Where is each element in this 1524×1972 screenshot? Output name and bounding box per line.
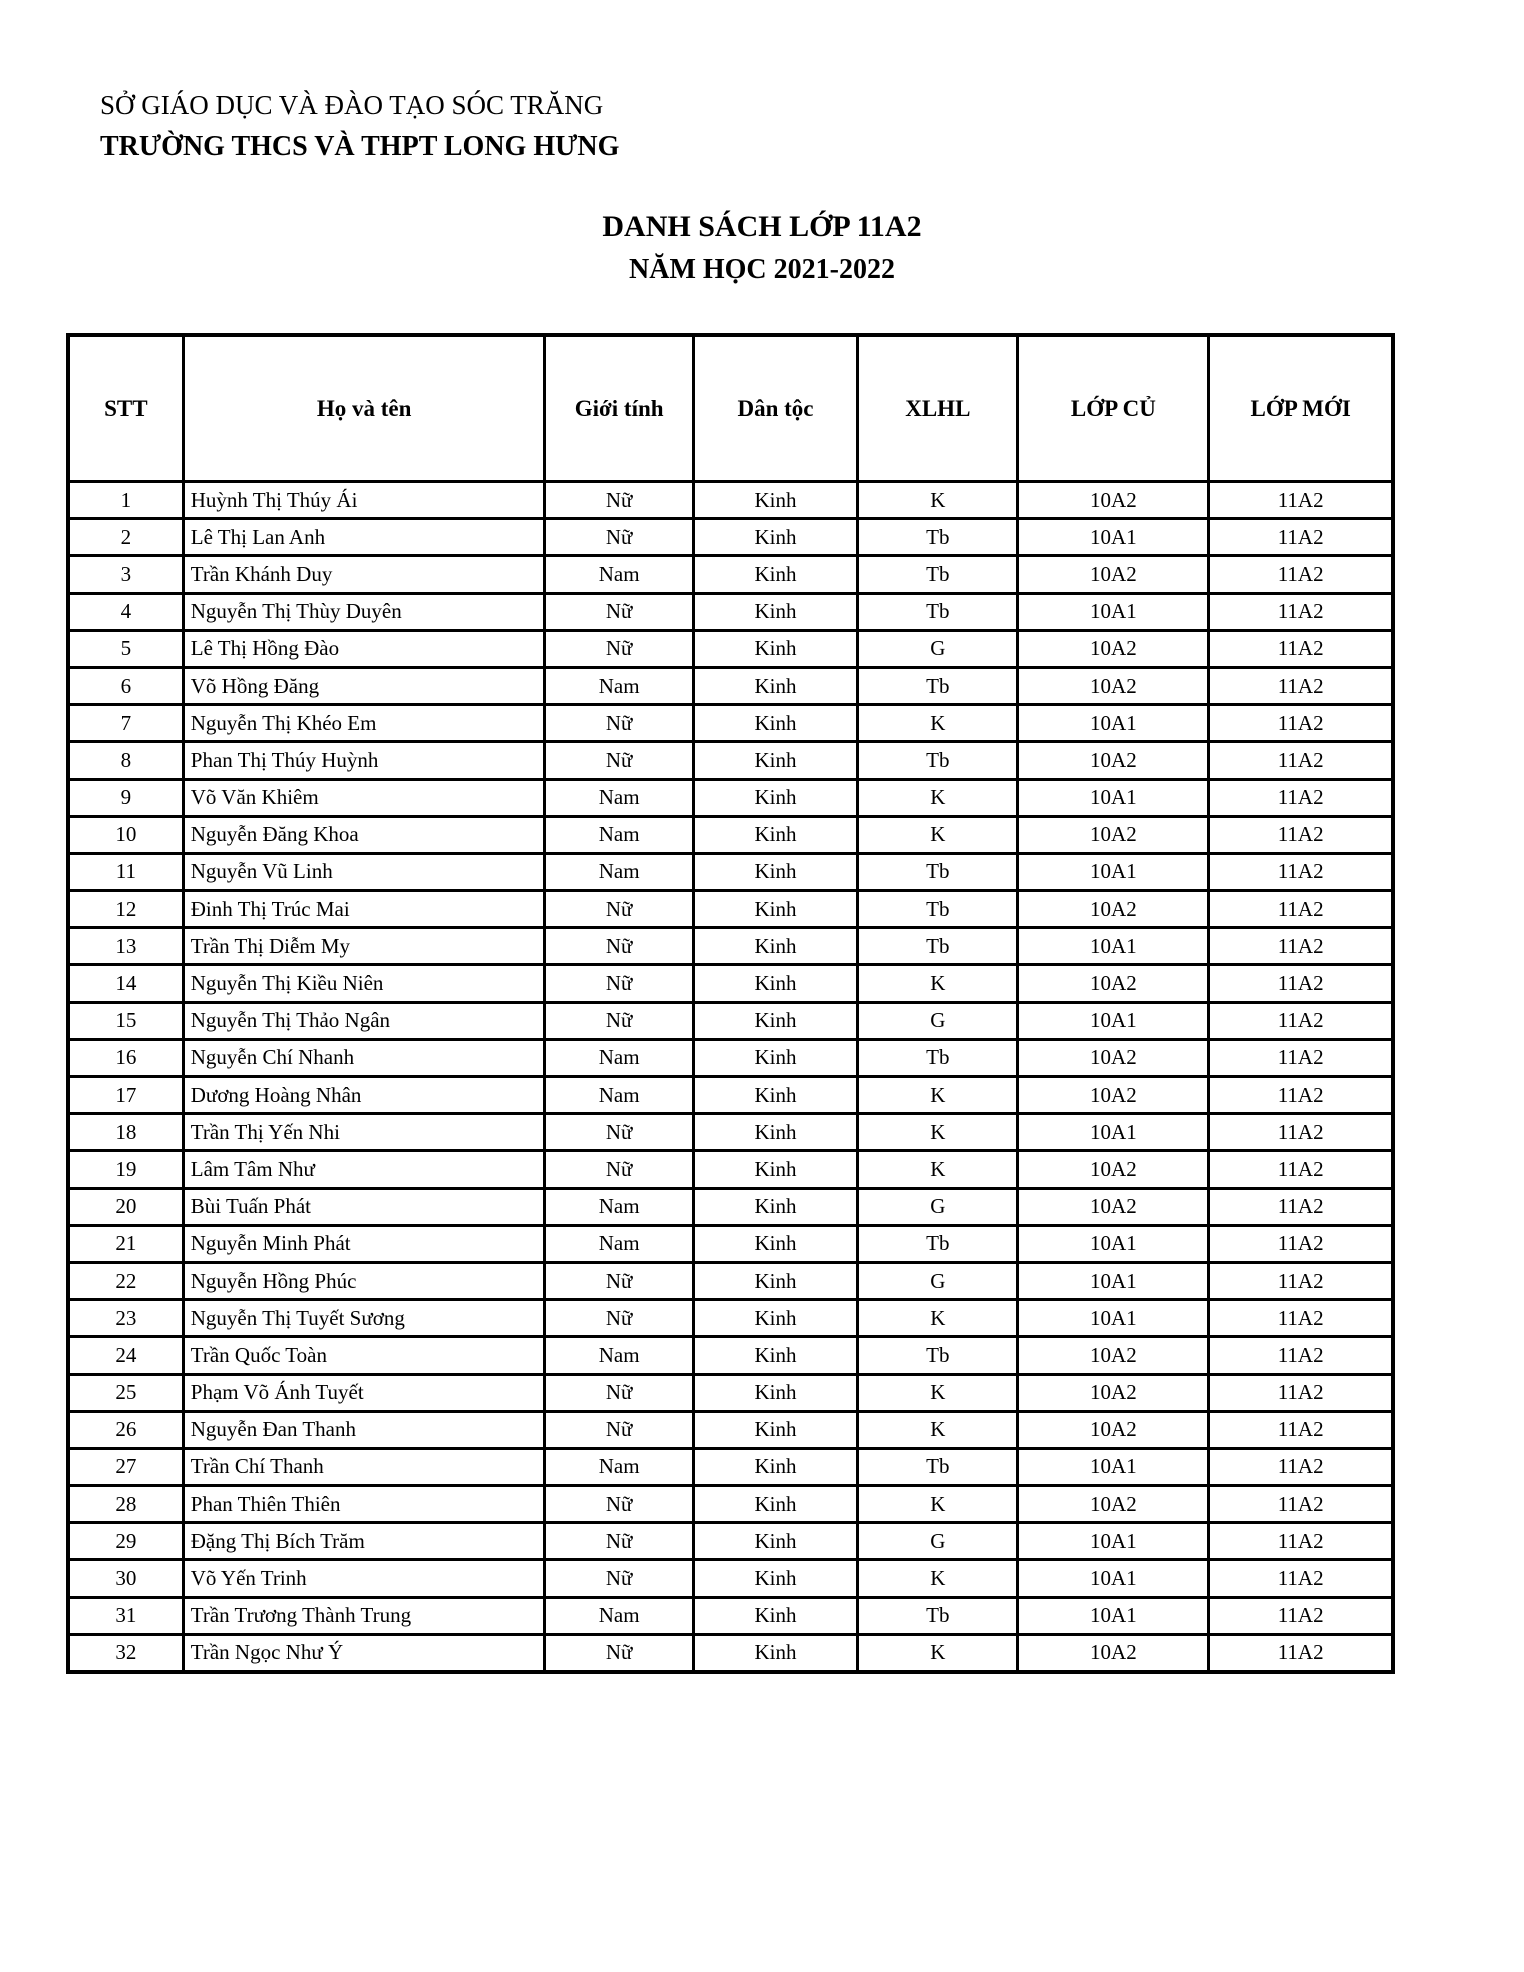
cell-xlhl: Tb: [858, 519, 1018, 556]
cell-gender: Nữ: [545, 1300, 693, 1337]
cell-name: Phan Thiên Thiên: [183, 1486, 545, 1523]
cell-new-class: 11A2: [1209, 1523, 1393, 1560]
cell-old-class: 10A2: [1018, 1039, 1209, 1076]
table-row: [68, 1300, 1393, 1337]
table-row: [68, 519, 1393, 556]
cell-name: Trần Khánh Duy: [183, 556, 545, 593]
table-row: [68, 1188, 1393, 1225]
cell-ethnicity: Kinh: [693, 1411, 857, 1448]
cell-gender: Nữ: [545, 1634, 693, 1672]
header-stt: STT: [68, 335, 183, 482]
cell-name: Lâm Tâm Như: [183, 1151, 545, 1188]
cell-new-class: 11A2: [1209, 1002, 1393, 1039]
cell-old-class: 10A2: [1018, 1151, 1209, 1188]
cell-gender: Nữ: [545, 519, 693, 556]
cell-xlhl: Tb: [858, 593, 1018, 630]
cell-gender: Nam: [545, 816, 693, 853]
cell-ethnicity: Kinh: [693, 519, 857, 556]
cell-old-class: 10A1: [1018, 928, 1209, 965]
cell-name: Huỳnh Thị Thúy Ái: [183, 482, 545, 519]
cell-ethnicity: Kinh: [693, 853, 857, 890]
cell-xlhl: G: [858, 1188, 1018, 1225]
cell-old-class: 10A1: [1018, 1523, 1209, 1560]
cell-new-class: 11A2: [1209, 1151, 1393, 1188]
cell-xlhl: K: [858, 779, 1018, 816]
cell-gender: Nam: [545, 779, 693, 816]
table-row: [68, 779, 1393, 816]
cell-name: Phạm Võ Ánh Tuyết: [183, 1374, 545, 1411]
cell-new-class: 11A2: [1209, 593, 1393, 630]
cell-ethnicity: Kinh: [693, 1002, 857, 1039]
cell-stt: 6: [68, 667, 183, 704]
cell-ethnicity: Kinh: [693, 593, 857, 630]
cell-stt: 4: [68, 593, 183, 630]
cell-ethnicity: Kinh: [693, 779, 857, 816]
cell-stt: 10: [68, 816, 183, 853]
cell-ethnicity: Kinh: [693, 816, 857, 853]
cell-old-class: 10A1: [1018, 1597, 1209, 1634]
cell-xlhl: Tb: [858, 891, 1018, 928]
cell-ethnicity: Kinh: [693, 1039, 857, 1076]
cell-xlhl: K: [858, 1560, 1018, 1597]
cell-ethnicity: Kinh: [693, 1337, 857, 1374]
cell-name: Trần Trương Thành Trung: [183, 1597, 545, 1634]
cell-xlhl: K: [858, 1486, 1018, 1523]
cell-gender: Nam: [545, 1039, 693, 1076]
cell-gender: Nữ: [545, 1114, 693, 1151]
cell-ethnicity: Kinh: [693, 1300, 857, 1337]
cell-gender: Nữ: [545, 1411, 693, 1448]
cell-ethnicity: Kinh: [693, 1262, 857, 1299]
cell-old-class: 10A1: [1018, 1262, 1209, 1299]
cell-new-class: 11A2: [1209, 1262, 1393, 1299]
cell-gender: Nữ: [545, 630, 693, 667]
cell-xlhl: Tb: [858, 742, 1018, 779]
cell-old-class: 10A1: [1018, 593, 1209, 630]
table-row: [68, 1262, 1393, 1299]
cell-old-class: 10A1: [1018, 1448, 1209, 1485]
cell-old-class: 10A2: [1018, 742, 1209, 779]
cell-old-class: 10A2: [1018, 1077, 1209, 1114]
table-row: [68, 1523, 1393, 1560]
cell-name: Nguyễn Minh Phát: [183, 1225, 545, 1262]
cell-ethnicity: Kinh: [693, 705, 857, 742]
cell-old-class: 10A2: [1018, 482, 1209, 519]
cell-new-class: 11A2: [1209, 630, 1393, 667]
cell-new-class: 11A2: [1209, 482, 1393, 519]
cell-xlhl: K: [858, 1374, 1018, 1411]
cell-gender: Nữ: [545, 705, 693, 742]
cell-old-class: 10A2: [1018, 1374, 1209, 1411]
cell-stt: 5: [68, 630, 183, 667]
cell-ethnicity: Kinh: [693, 1188, 857, 1225]
cell-new-class: 11A2: [1209, 891, 1393, 928]
cell-new-class: 11A2: [1209, 1448, 1393, 1485]
cell-stt: 11: [68, 853, 183, 890]
cell-new-class: 11A2: [1209, 1486, 1393, 1523]
department-name: SỞ GIÁO DỤC VÀ ĐÀO TẠO SÓC TRĂNG: [100, 90, 604, 120]
cell-new-class: 11A2: [1209, 1039, 1393, 1076]
cell-stt: 2: [68, 519, 183, 556]
cell-stt: 30: [68, 1560, 183, 1597]
cell-gender: Nam: [545, 853, 693, 890]
cell-old-class: 10A1: [1018, 1300, 1209, 1337]
cell-stt: 9: [68, 779, 183, 816]
cell-stt: 29: [68, 1523, 183, 1560]
organization-header: [100, 84, 619, 168]
table-row: [68, 742, 1393, 779]
cell-stt: 8: [68, 742, 183, 779]
cell-old-class: 10A2: [1018, 1411, 1209, 1448]
cell-ethnicity: Kinh: [693, 1077, 857, 1114]
cell-ethnicity: Kinh: [693, 1486, 857, 1523]
cell-old-class: 10A1: [1018, 705, 1209, 742]
cell-stt: 27: [68, 1448, 183, 1485]
cell-xlhl: G: [858, 1523, 1018, 1560]
cell-ethnicity: Kinh: [693, 1560, 857, 1597]
cell-xlhl: Tb: [858, 1039, 1018, 1076]
cell-stt: 14: [68, 965, 183, 1002]
header-old-class: LỚP CỦ: [1018, 335, 1209, 482]
cell-new-class: 11A2: [1209, 853, 1393, 890]
cell-name: Nguyễn Đăng Khoa: [183, 816, 545, 853]
cell-xlhl: K: [858, 965, 1018, 1002]
cell-stt: 20: [68, 1188, 183, 1225]
cell-name: Võ Văn Khiêm: [183, 779, 545, 816]
cell-stt: 12: [68, 891, 183, 928]
table-row: [68, 1114, 1393, 1151]
cell-new-class: 11A2: [1209, 816, 1393, 853]
cell-old-class: 10A2: [1018, 630, 1209, 667]
cell-old-class: 10A1: [1018, 1225, 1209, 1262]
table-row: [68, 891, 1393, 928]
cell-ethnicity: Kinh: [693, 482, 857, 519]
cell-xlhl: G: [858, 630, 1018, 667]
cell-old-class: 10A2: [1018, 1188, 1209, 1225]
cell-name: Võ Hồng Đăng: [183, 667, 545, 704]
table-row: [68, 853, 1393, 890]
header-xlhl: XLHL: [858, 335, 1018, 482]
cell-gender: Nam: [545, 1337, 693, 1374]
cell-name: Đặng Thị Bích Trăm: [183, 1523, 545, 1560]
cell-xlhl: Tb: [858, 1225, 1018, 1262]
table-row: [68, 816, 1393, 853]
cell-name: Nguyễn Vũ Linh: [183, 853, 545, 890]
table-row: [68, 1374, 1393, 1411]
cell-new-class: 11A2: [1209, 1634, 1393, 1672]
header-new-class: LỚP MỚI: [1209, 335, 1393, 482]
cell-stt: 32: [68, 1634, 183, 1672]
cell-gender: Nữ: [545, 593, 693, 630]
cell-old-class: 10A2: [1018, 891, 1209, 928]
cell-gender: Nam: [545, 1225, 693, 1262]
cell-new-class: 11A2: [1209, 1374, 1393, 1411]
cell-stt: 25: [68, 1374, 183, 1411]
document-title-block: [0, 205, 1524, 291]
cell-xlhl: G: [858, 1262, 1018, 1299]
cell-old-class: 10A2: [1018, 1634, 1209, 1672]
table-row: [68, 965, 1393, 1002]
cell-name: Trần Quốc Toàn: [183, 1337, 545, 1374]
cell-ethnicity: Kinh: [693, 891, 857, 928]
table-row: [68, 1597, 1393, 1634]
cell-name: Trần Thị Diễm My: [183, 928, 545, 965]
cell-ethnicity: Kinh: [693, 965, 857, 1002]
table-row: [68, 1002, 1393, 1039]
cell-xlhl: K: [858, 1151, 1018, 1188]
cell-name: Trần Ngọc Như Ý: [183, 1634, 545, 1672]
cell-name: Lê Thị Hồng Đào: [183, 630, 545, 667]
cell-old-class: 10A1: [1018, 1114, 1209, 1151]
cell-new-class: 11A2: [1209, 965, 1393, 1002]
cell-name: Nguyễn Chí Nhanh: [183, 1039, 545, 1076]
table-row: [68, 1448, 1393, 1485]
cell-gender: Nữ: [545, 1262, 693, 1299]
cell-name: Bùi Tuấn Phát: [183, 1188, 545, 1225]
cell-xlhl: K: [858, 1300, 1018, 1337]
table-row: [68, 1077, 1393, 1114]
cell-ethnicity: Kinh: [693, 630, 857, 667]
cell-gender: Nữ: [545, 1523, 693, 1560]
cell-xlhl: K: [858, 1411, 1018, 1448]
cell-name: Nguyễn Đan Thanh: [183, 1411, 545, 1448]
cell-xlhl: Tb: [858, 556, 1018, 593]
table-row: [68, 1486, 1393, 1523]
cell-gender: Nữ: [545, 1002, 693, 1039]
cell-stt: 23: [68, 1300, 183, 1337]
cell-old-class: 10A2: [1018, 667, 1209, 704]
cell-gender: Nữ: [545, 1151, 693, 1188]
cell-xlhl: Tb: [858, 1448, 1018, 1485]
cell-new-class: 11A2: [1209, 556, 1393, 593]
cell-stt: 15: [68, 1002, 183, 1039]
cell-new-class: 11A2: [1209, 1560, 1393, 1597]
cell-xlhl: Tb: [858, 667, 1018, 704]
table-row: [68, 667, 1393, 704]
header-name: Họ và tên: [183, 335, 545, 482]
table-header-row: [68, 335, 1393, 482]
cell-gender: Nam: [545, 1188, 693, 1225]
cell-old-class: 10A2: [1018, 1486, 1209, 1523]
cell-name: Trần Thị Yến Nhi: [183, 1114, 545, 1151]
class-roster-table: [66, 333, 1395, 1674]
cell-new-class: 11A2: [1209, 742, 1393, 779]
cell-name: Nguyễn Thị Kiều Niên: [183, 965, 545, 1002]
table-row: [68, 705, 1393, 742]
cell-old-class: 10A1: [1018, 853, 1209, 890]
cell-name: Lê Thị Lan Anh: [183, 519, 545, 556]
cell-stt: 22: [68, 1262, 183, 1299]
school-name: TRƯỜNG THCS VÀ THPT LONG HƯNG: [100, 131, 620, 162]
cell-stt: 13: [68, 928, 183, 965]
cell-name: Võ Yến Trinh: [183, 1560, 545, 1597]
cell-old-class: 10A2: [1018, 816, 1209, 853]
cell-name: Phan Thị Thúy Huỳnh: [183, 742, 545, 779]
cell-new-class: 11A2: [1209, 779, 1393, 816]
cell-gender: Nam: [545, 1597, 693, 1634]
cell-name: Trần Chí Thanh: [183, 1448, 545, 1485]
cell-gender: Nữ: [545, 482, 693, 519]
cell-name: Nguyễn Thị Tuyết Sương: [183, 1300, 545, 1337]
cell-gender: Nữ: [545, 965, 693, 1002]
table-row: [68, 1560, 1393, 1597]
cell-gender: Nam: [545, 667, 693, 704]
cell-stt: 18: [68, 1114, 183, 1151]
cell-gender: Nữ: [545, 928, 693, 965]
cell-ethnicity: Kinh: [693, 1597, 857, 1634]
cell-name: Nguyễn Thị Thảo Ngân: [183, 1002, 545, 1039]
cell-new-class: 11A2: [1209, 1188, 1393, 1225]
cell-gender: Nam: [545, 556, 693, 593]
cell-stt: 26: [68, 1411, 183, 1448]
cell-stt: 21: [68, 1225, 183, 1262]
cell-gender: Nam: [545, 1448, 693, 1485]
cell-ethnicity: Kinh: [693, 1448, 857, 1485]
cell-stt: 16: [68, 1039, 183, 1076]
table-row: [68, 593, 1393, 630]
cell-old-class: 10A1: [1018, 1002, 1209, 1039]
cell-xlhl: K: [858, 1114, 1018, 1151]
cell-ethnicity: Kinh: [693, 928, 857, 965]
cell-new-class: 11A2: [1209, 705, 1393, 742]
cell-stt: 31: [68, 1597, 183, 1634]
cell-old-class: 10A2: [1018, 965, 1209, 1002]
cell-ethnicity: Kinh: [693, 1114, 857, 1151]
cell-stt: 24: [68, 1337, 183, 1374]
cell-new-class: 11A2: [1209, 1225, 1393, 1262]
table-row: [68, 630, 1393, 667]
cell-xlhl: K: [858, 1634, 1018, 1672]
cell-gender: Nữ: [545, 1374, 693, 1411]
cell-xlhl: G: [858, 1002, 1018, 1039]
cell-new-class: 11A2: [1209, 1077, 1393, 1114]
cell-old-class: 10A1: [1018, 1560, 1209, 1597]
cell-xlhl: Tb: [858, 853, 1018, 890]
cell-name: Đinh Thị Trúc Mai: [183, 891, 545, 928]
cell-name: Nguyễn Thị Thùy Duyên: [183, 593, 545, 630]
cell-xlhl: Tb: [858, 928, 1018, 965]
cell-old-class: 10A1: [1018, 779, 1209, 816]
cell-stt: 28: [68, 1486, 183, 1523]
cell-stt: 19: [68, 1151, 183, 1188]
table-row: [68, 1225, 1393, 1262]
cell-xlhl: K: [858, 816, 1018, 853]
cell-xlhl: Tb: [858, 1597, 1018, 1634]
header-ethnicity: Dân tộc: [693, 335, 857, 482]
cell-old-class: 10A2: [1018, 556, 1209, 593]
cell-ethnicity: Kinh: [693, 556, 857, 593]
cell-ethnicity: Kinh: [693, 742, 857, 779]
cell-new-class: 11A2: [1209, 1337, 1393, 1374]
cell-gender: Nữ: [545, 1486, 693, 1523]
cell-ethnicity: Kinh: [693, 667, 857, 704]
cell-name: Nguyễn Hồng Phúc: [183, 1262, 545, 1299]
table-body: [68, 482, 1393, 1673]
header-gender: Giới tính: [545, 335, 693, 482]
table-row: [68, 1151, 1393, 1188]
cell-new-class: 11A2: [1209, 1411, 1393, 1448]
document-title: DANH SÁCH LỚP 11A2: [602, 210, 922, 243]
cell-stt: 7: [68, 705, 183, 742]
table-row: [68, 556, 1393, 593]
cell-new-class: 11A2: [1209, 928, 1393, 965]
cell-old-class: 10A1: [1018, 519, 1209, 556]
cell-gender: Nữ: [545, 742, 693, 779]
cell-ethnicity: Kinh: [693, 1523, 857, 1560]
cell-name: Nguyễn Thị Khéo Em: [183, 705, 545, 742]
cell-xlhl: Tb: [858, 1337, 1018, 1374]
cell-ethnicity: Kinh: [693, 1634, 857, 1672]
cell-new-class: 11A2: [1209, 1114, 1393, 1151]
cell-stt: 1: [68, 482, 183, 519]
table-row: [68, 1337, 1393, 1374]
table-row: [68, 1411, 1393, 1448]
cell-name: Dương Hoàng Nhân: [183, 1077, 545, 1114]
cell-old-class: 10A2: [1018, 1337, 1209, 1374]
cell-gender: Nữ: [545, 1560, 693, 1597]
table-row: [68, 1634, 1393, 1672]
table-row: [68, 1039, 1393, 1076]
cell-ethnicity: Kinh: [693, 1374, 857, 1411]
cell-new-class: 11A2: [1209, 667, 1393, 704]
table-row: [68, 928, 1393, 965]
cell-new-class: 11A2: [1209, 1300, 1393, 1337]
cell-gender: Nam: [545, 1077, 693, 1114]
cell-new-class: 11A2: [1209, 519, 1393, 556]
cell-ethnicity: Kinh: [693, 1151, 857, 1188]
cell-xlhl: K: [858, 1077, 1018, 1114]
school-year-subtitle: NĂM HỌC 2021-2022: [629, 254, 895, 285]
cell-xlhl: K: [858, 705, 1018, 742]
cell-new-class: 11A2: [1209, 1597, 1393, 1634]
cell-stt: 17: [68, 1077, 183, 1114]
cell-stt: 3: [68, 556, 183, 593]
cell-xlhl: K: [858, 482, 1018, 519]
table-row: [68, 482, 1393, 519]
cell-gender: Nữ: [545, 891, 693, 928]
cell-ethnicity: Kinh: [693, 1225, 857, 1262]
